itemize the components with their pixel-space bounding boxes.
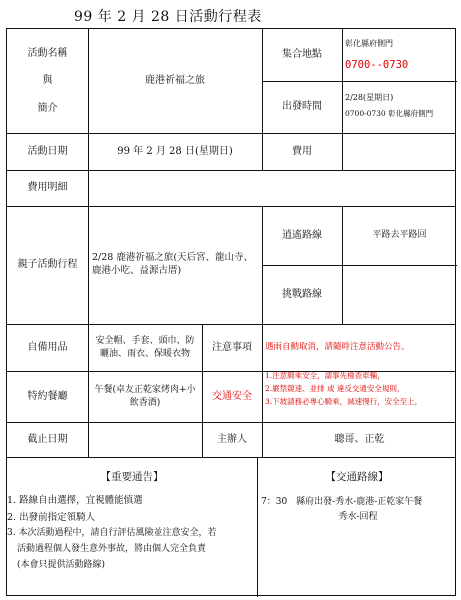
meal-label: 特約餐廳: [27, 390, 68, 402]
schedule-table: [6, 28, 456, 596]
organizer-value: 聰哥、正乾: [334, 433, 385, 445]
event-name-value: 鹿港祈福之旅: [145, 75, 205, 87]
traffic-route-line-2: 秀水-回程: [338, 512, 378, 523]
easy-route-value: 平路去平路回: [372, 230, 427, 241]
traffic-route-line-1: 7：30 縣府出發-秀水-鹿港-正乾家午餐: [261, 497, 423, 507]
gather-place-line-1: 彰化縣府側門: [345, 39, 393, 48]
date-value: 99 年 2 月 28 日(星期日): [117, 145, 233, 157]
traffic-label: 交通安全: [212, 390, 252, 402]
notice-item: 2. 出發前指定領騎人: [7, 511, 96, 523]
traffic-route-heading: 【交通路線】: [325, 470, 389, 483]
supplies-label: 自備用品: [27, 341, 68, 353]
gather-place-line-2: 0700--0730: [345, 58, 409, 71]
gather-place-label: 集合地點: [282, 49, 322, 61]
notes-value: 遇雨自動取消，請隨時注意活動公告。: [265, 341, 410, 352]
fee-label: 費用: [292, 145, 312, 157]
page-title: 99 年 2 月 28 日活動行程表: [74, 9, 262, 25]
challenge-route-value: [342, 265, 457, 324]
notice-item: (本會只提供活動路線): [17, 559, 106, 570]
notice-item: 3. 本次活動過程中，請自行評估風險並注意安全，若: [7, 528, 217, 539]
fee-detail-value: [88, 170, 457, 206]
deadline-value: [88, 422, 202, 457]
traffic-route: [257, 457, 457, 597]
event-name-label: [7, 29, 88, 133]
depart-time-label: 出發時間: [282, 101, 322, 113]
family-label: 親子活動行程: [17, 259, 78, 271]
family-value: 2/28 鹿港祈福之旅(天后宮、龍山寺、鹿港小吃、益源古厝): [92, 252, 254, 276]
fee-detail-label: 費用明細: [27, 182, 68, 194]
supplies-value: 安全帽、手套、頭巾、防曬油、雨衣、保暖衣物: [95, 336, 195, 359]
traffic-item: 3.下坡請務必專心騎乘，減速慢行，安全至上，: [265, 397, 423, 406]
depart-time-value: [342, 81, 457, 133]
event-name-label-line-3: 簡介: [37, 102, 58, 114]
depart-time-line-2: 0700-0730 彰化縣府側門: [345, 108, 434, 118]
deadline-label: 截止日期: [27, 433, 68, 445]
date-label: 活動日期: [27, 145, 68, 157]
challenge-route-label: 挑戰路線: [282, 288, 322, 300]
event-name-label-line-1: 活動名稱: [27, 47, 68, 59]
important-notice: [7, 457, 257, 597]
easy-route-label: 逍遙路線: [282, 229, 322, 241]
depart-time-line-1: 2/28(星期日): [345, 93, 394, 102]
notice-item: 1. 路線自由選擇，宜視體能慎選: [7, 495, 143, 506]
traffic-item: 1.注意騎乘安全，請事先檢查車輛，: [265, 371, 385, 380]
organizer-label: 主辦人: [217, 433, 247, 445]
notice-item: 活動過程個人發生意外事故，將由個人完全負責: [17, 544, 207, 554]
meal-value: 午餐(卓友正乾家烤肉+小飲香酒): [94, 385, 196, 408]
notes-label: 注意事項: [212, 341, 252, 353]
traffic-list: [262, 371, 457, 422]
event-name-label-line-2: 與: [42, 75, 53, 87]
gather-place-value: [342, 29, 457, 81]
traffic-item: 2.嚴禁競速、並排 或 違反交通安全規則，: [265, 384, 405, 393]
fee-value: [342, 133, 457, 170]
important-notice-heading: 【重要通告】: [100, 470, 164, 483]
